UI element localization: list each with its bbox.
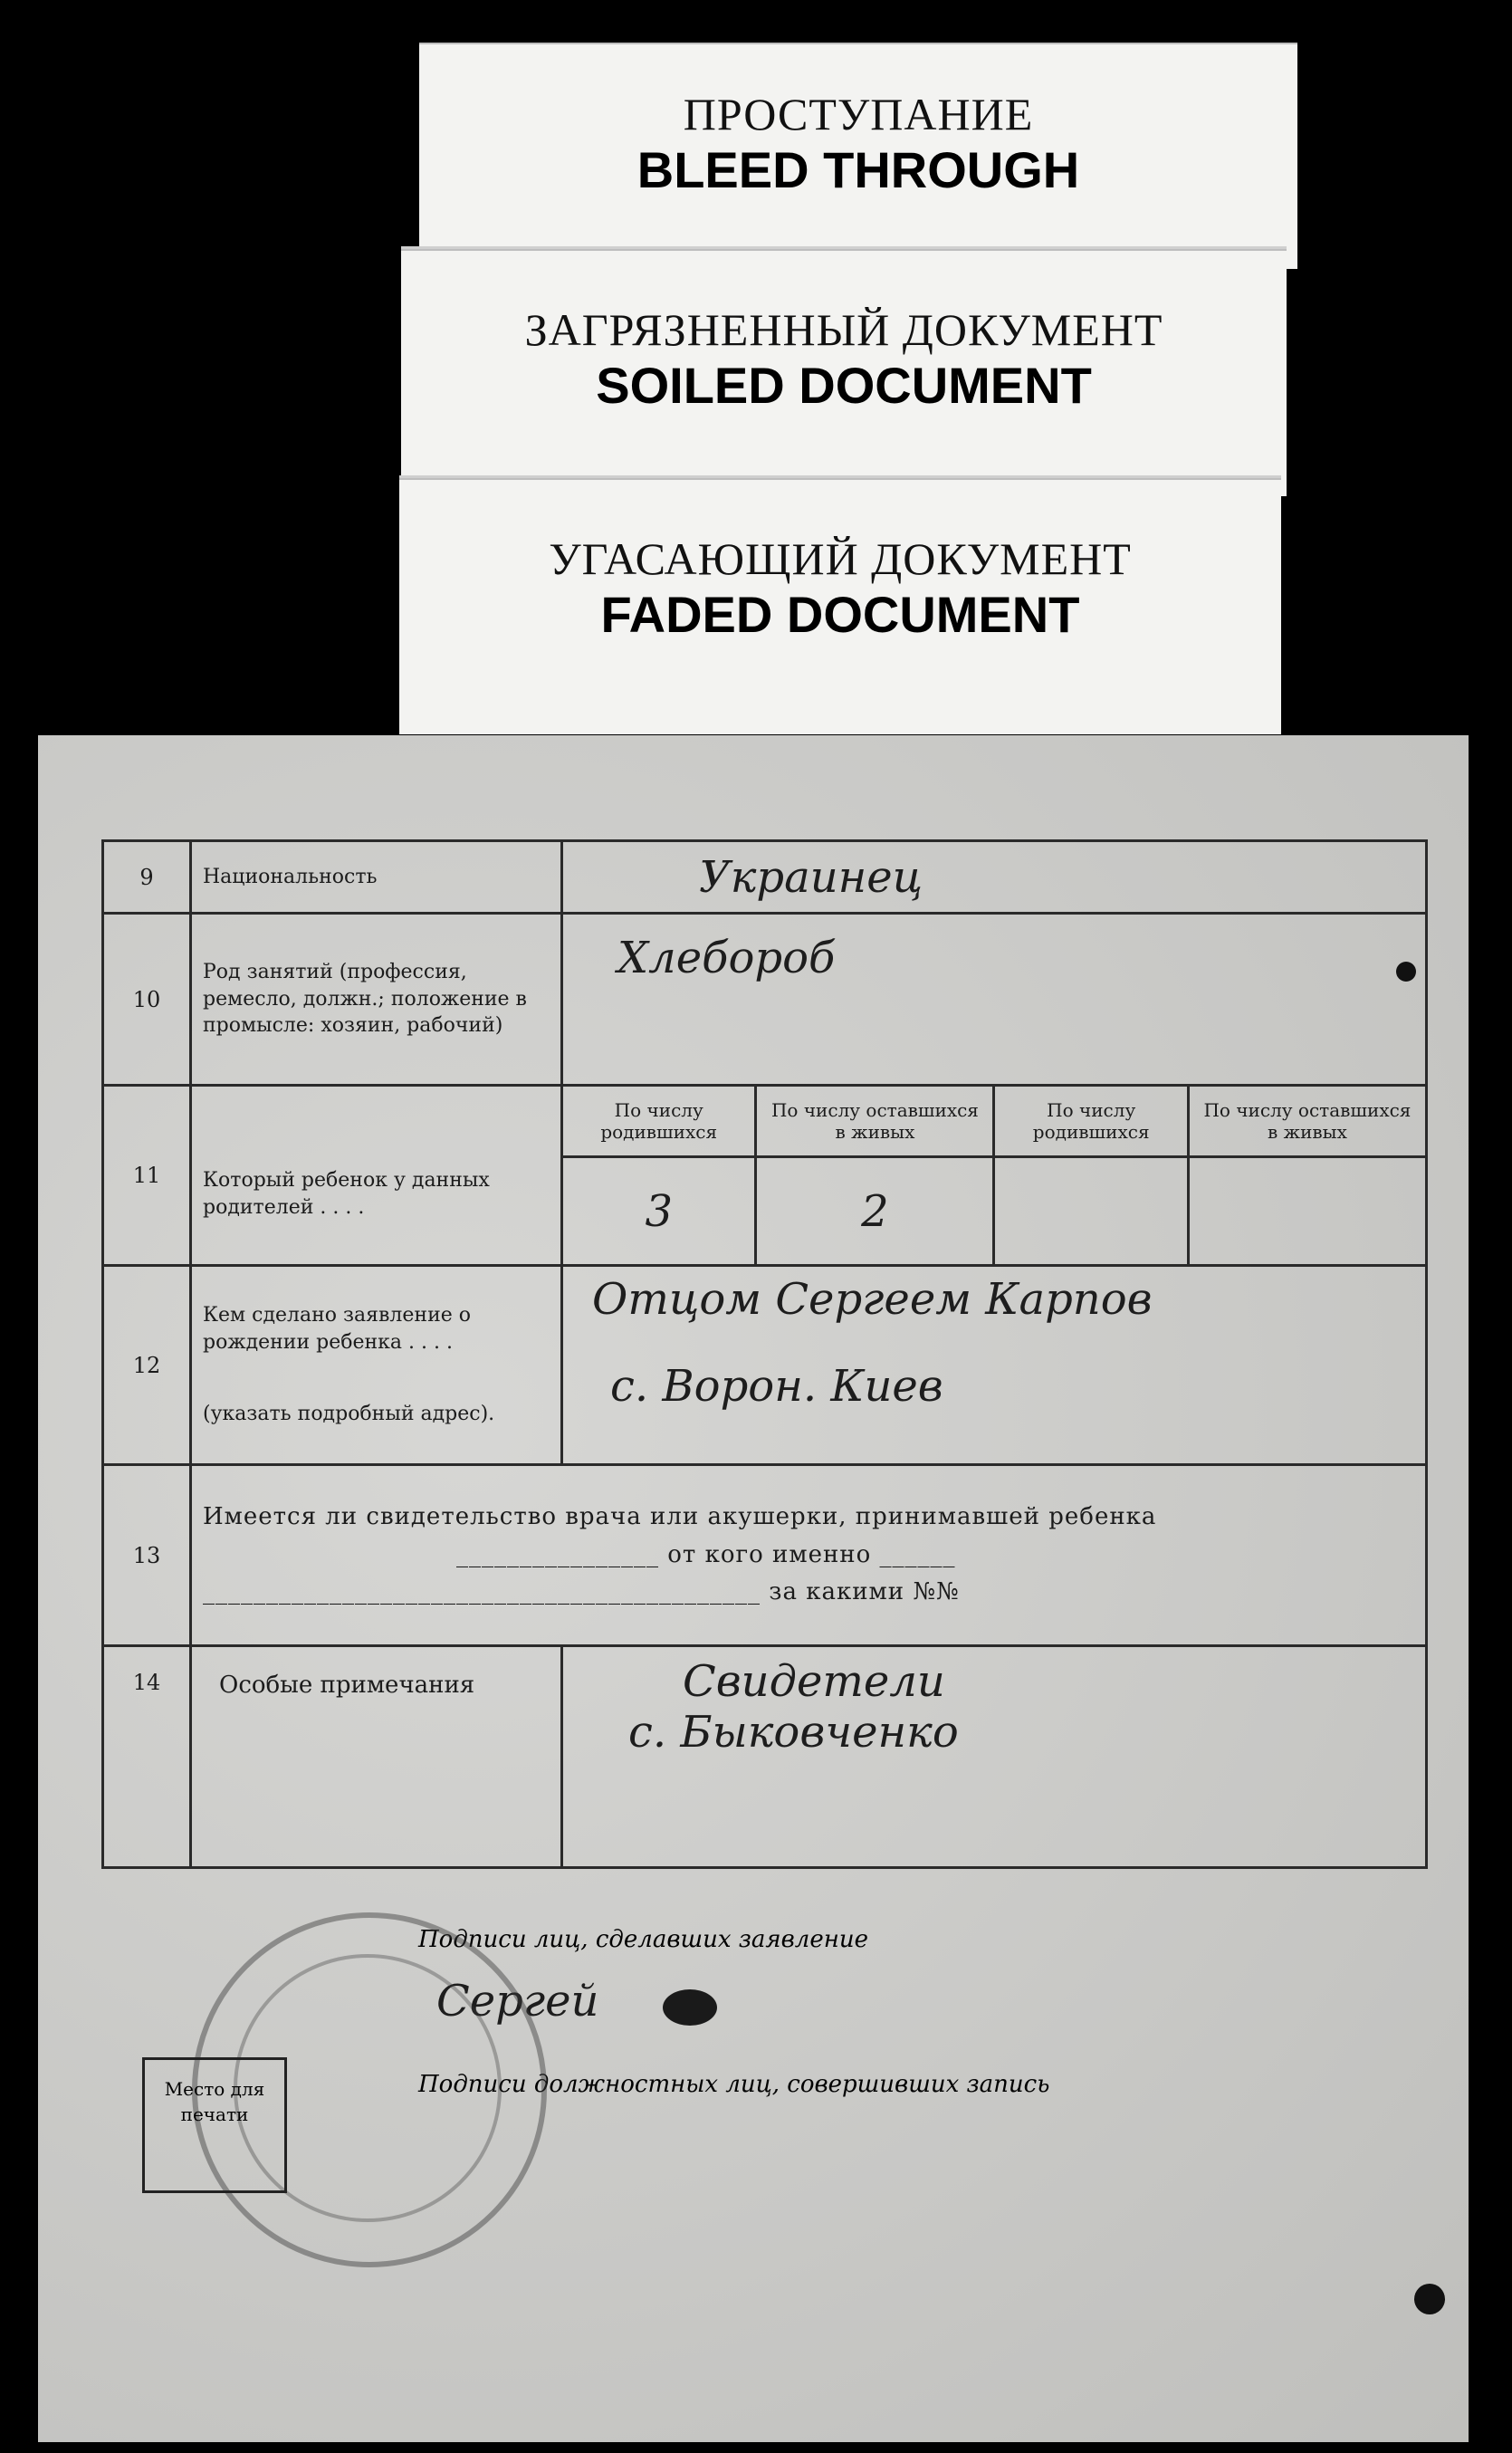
field-value: с. Быковченко <box>628 1707 959 1758</box>
label-spacer <box>203 1356 550 1401</box>
ink-blot <box>663 1989 717 2026</box>
field-full-text-group <box>191 1465 1427 1646</box>
field-label-group <box>191 1266 562 1465</box>
field-value-group <box>562 1646 1427 1868</box>
card-title-ru: ПРОСТУПАНИЕ <box>683 89 1034 139</box>
field-label: Особые примечания <box>191 1646 562 1868</box>
label-card-soiled-document <box>401 246 1287 496</box>
field-value-group <box>562 1266 1427 1465</box>
birth-record-form <box>101 839 1428 1869</box>
card-title-en: FADED DOCUMENT <box>600 586 1080 643</box>
form-row-9 <box>103 841 1427 914</box>
field-value: Свидетели <box>683 1656 945 1707</box>
fill-line-label: за какими №№ <box>769 1578 960 1606</box>
field-label: Кем сделано заявление о рождении ребенка . . . . <box>203 1303 471 1354</box>
column-header: По числу родившихся <box>562 1086 756 1157</box>
form-row-10 <box>103 914 1427 1086</box>
card-title-ru: ЗАГРЯЗНЕННЫЙ ДОКУМЕНТ <box>524 304 1163 355</box>
row-number: 13 <box>103 1465 191 1646</box>
scanned-document <box>38 735 1469 2442</box>
field-label: Род занятий (профессия, ремесло, должн.; положение в промысле: хозяин, рабочий) <box>191 914 562 1086</box>
signature-value-applicant: Сергей <box>436 1976 599 2027</box>
row-number: 12 <box>103 1266 191 1465</box>
label-card-faded-document <box>399 475 1281 734</box>
row-number: 10 <box>103 914 191 1086</box>
empty-cell <box>1188 1157 1426 1266</box>
field-question: Имеется ли свидетельство врача или акушерки, принимавшей ребенка <box>203 1503 1157 1531</box>
value-spacer <box>574 1325 1414 1361</box>
living-count: 2 <box>756 1157 994 1266</box>
card-title-en: BLEED THROUGH <box>636 141 1080 198</box>
born-count: 3 <box>562 1157 756 1266</box>
form-row-11-header <box>103 1086 1427 1157</box>
field-label: Который ребенок у данных родителей . . . . <box>191 1086 562 1266</box>
form-row-14 <box>103 1646 1427 1868</box>
form-row-12 <box>103 1266 1427 1465</box>
card-title-ru: УГАСАЮЩИЙ ДОКУМЕНТ <box>549 533 1132 584</box>
field-label: Национальность <box>191 841 562 914</box>
empty-cell <box>994 1157 1188 1266</box>
field-value-address: с. Ворон. Киев <box>610 1361 943 1412</box>
fill-line: ____________________________________________ за какими №№ <box>203 1578 960 1606</box>
card-title-en: SOILED DOCUMENT <box>596 357 1092 414</box>
punch-hole <box>1396 962 1416 982</box>
field-value: Хлебороб <box>562 914 1427 1086</box>
signature-caption-applicants: Подписи лиц, сделавших заявление <box>418 1926 868 1953</box>
seal-place-box: Место для печати <box>142 2057 287 2193</box>
row-number: 11 <box>103 1086 191 1266</box>
punch-hole <box>1414 2284 1445 2314</box>
field-label-address: (указать подробный адрес). <box>203 1403 495 1426</box>
row-number: 9 <box>103 841 191 914</box>
signature-caption-officials: Подписи должностных лиц, совершивших запись <box>418 2071 1050 2098</box>
field-value: Украинец <box>562 841 1427 914</box>
row-number: 14 <box>103 1646 191 1868</box>
form-row-13 <box>103 1465 1427 1646</box>
column-header: По числу родившихся <box>994 1086 1188 1157</box>
field-value: Отцом Сергеем Карпов <box>592 1274 1153 1325</box>
fill-line-label: от кого именно <box>667 1540 872 1568</box>
fill-line: ________________ от кого именно ______ <box>456 1540 956 1568</box>
column-header: По числу оставшихся в живых <box>1188 1086 1426 1157</box>
label-card-bleed-through <box>419 43 1297 269</box>
column-header: По числу оставшихся в живых <box>756 1086 994 1157</box>
